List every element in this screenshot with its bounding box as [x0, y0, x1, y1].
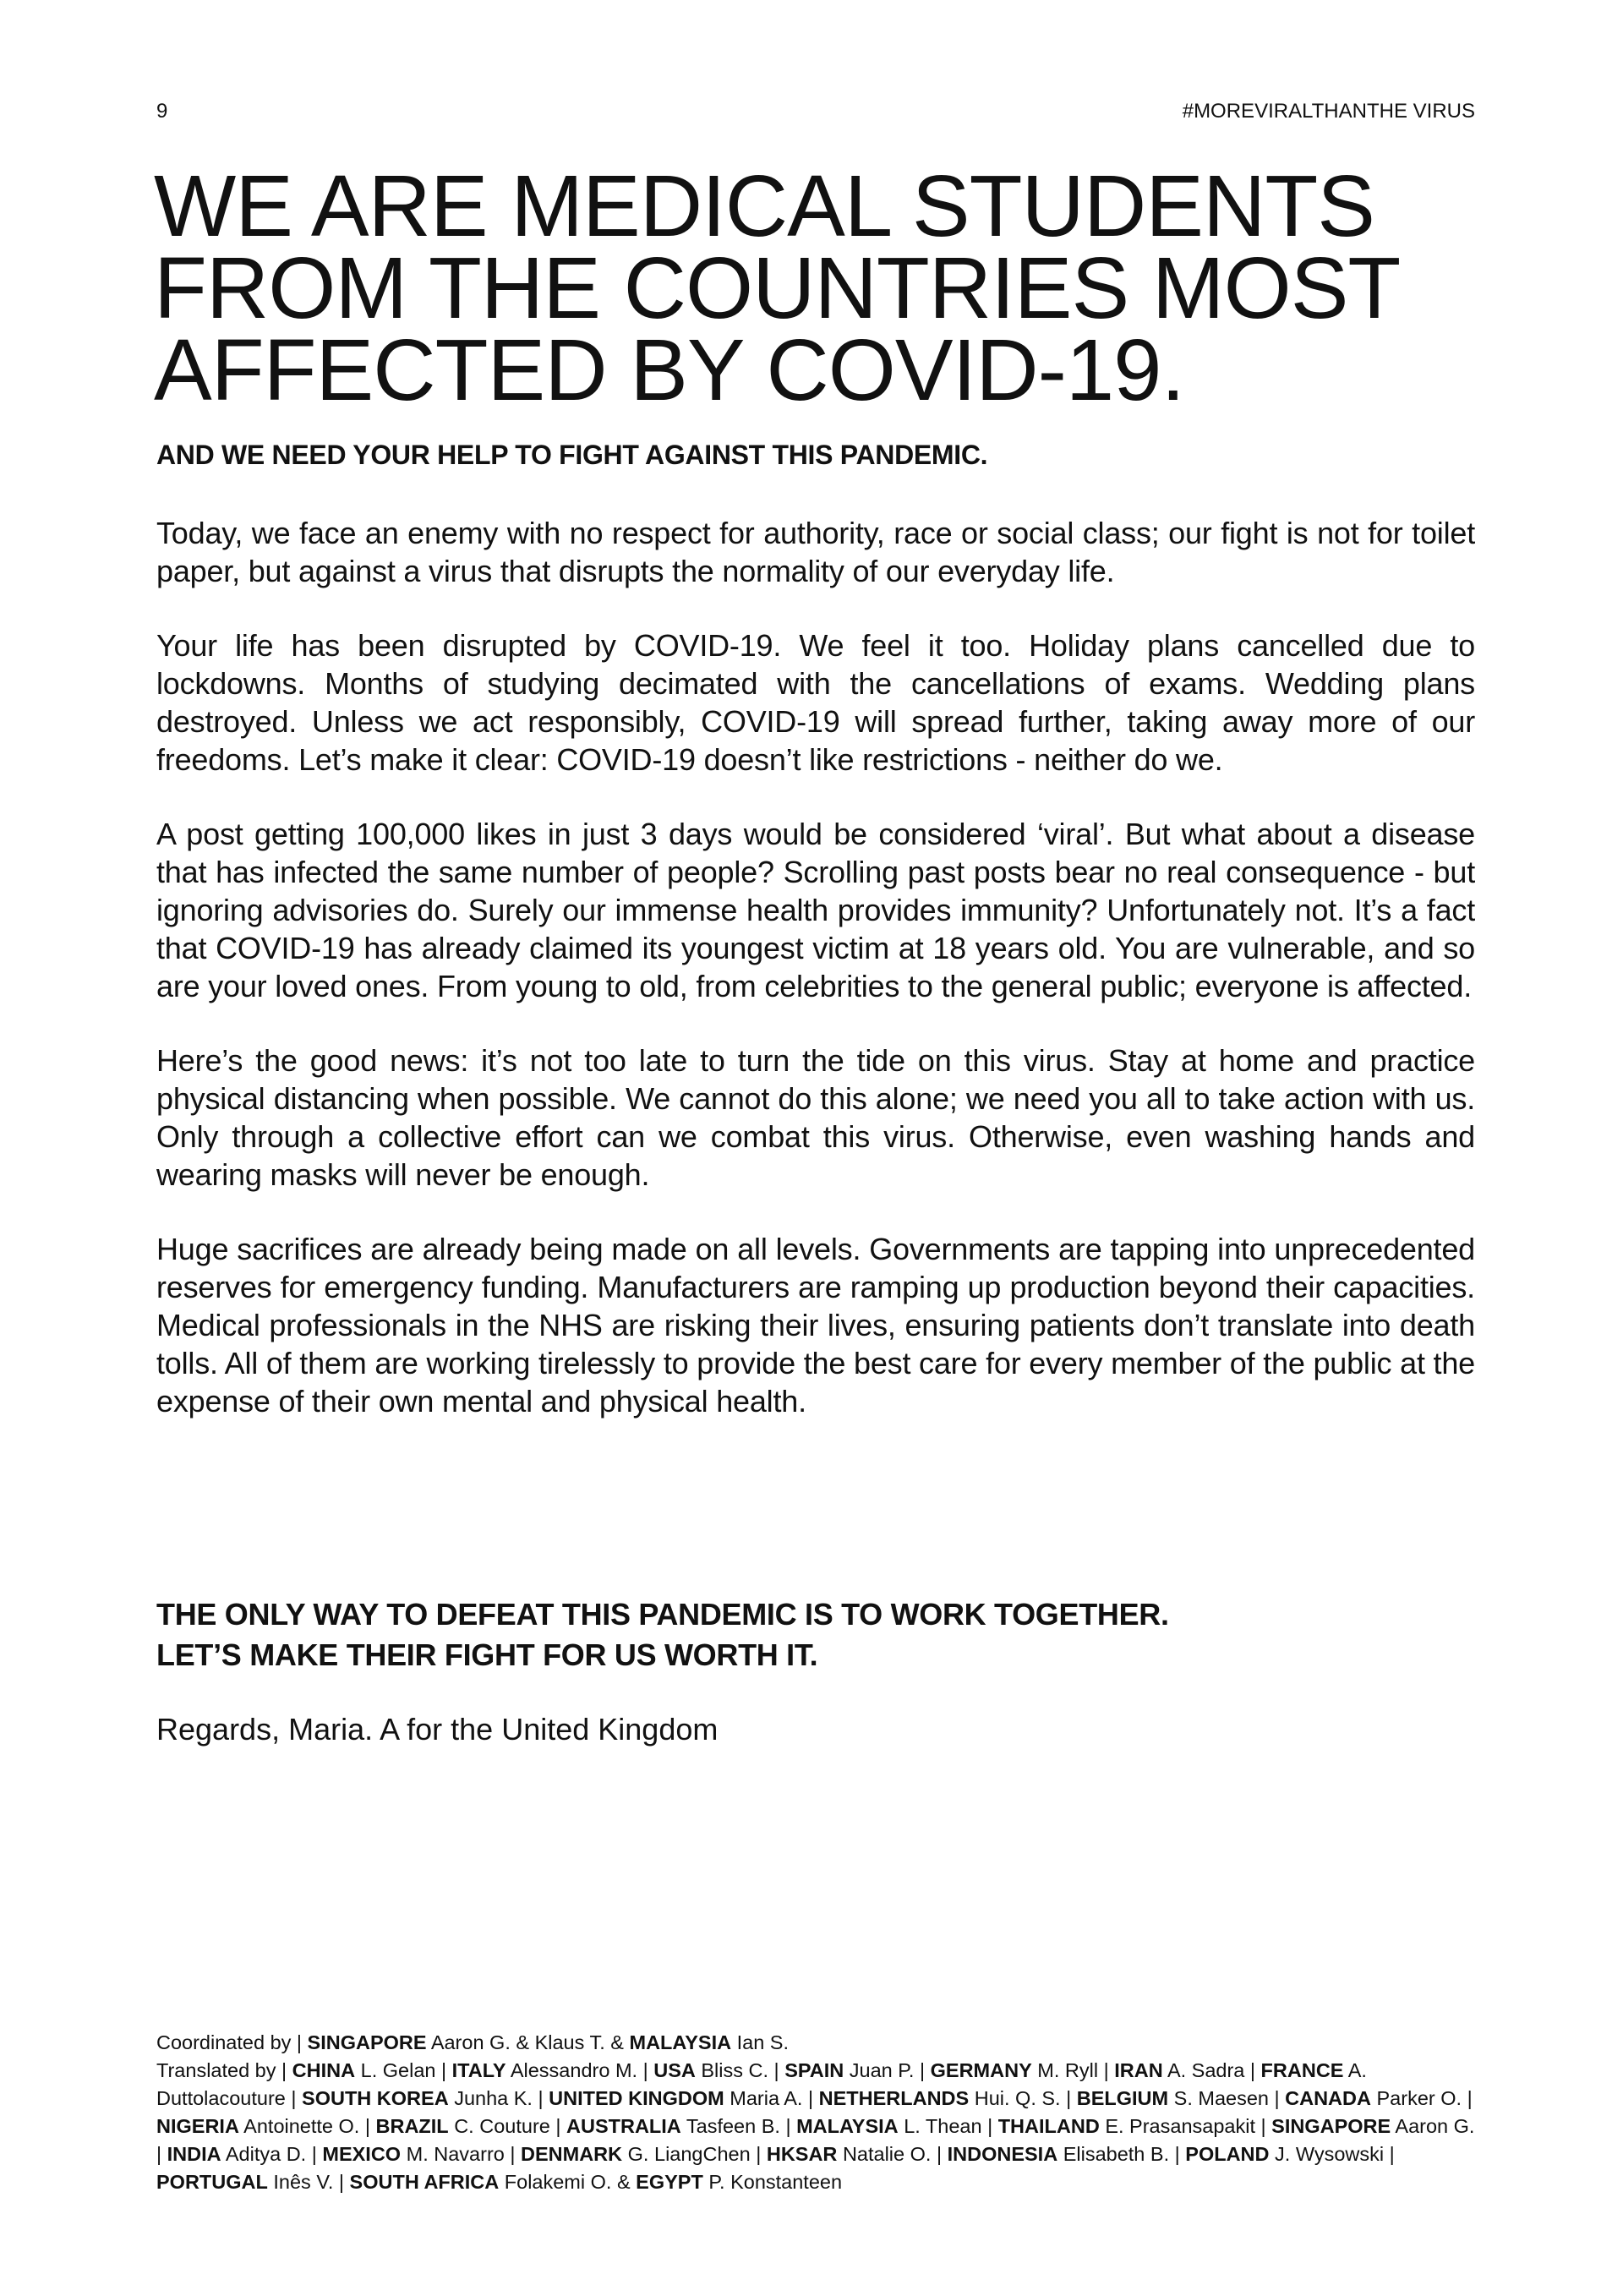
- paragraph: Huge sacrifices are already being made on all levels. Governments are tapping into unprecedented reserves for emergency funding. Manufacturers are ramping up production beyond their capacities. Medical professionals in the NHS are risking their lives, ensuring patients don’t translate into death tolls. All of them are working tirelessly to provide the best care for every member of the public at the expense of their own mental and physical health.: [156, 1232, 1475, 1419]
- credit-names: Ian S.: [736, 2031, 790, 2053]
- credit-names: Junha K. |: [454, 2087, 549, 2109]
- credit-country: AUSTRALIA: [566, 2115, 681, 2137]
- credit-country: SOUTH KOREA: [302, 2087, 449, 2109]
- credit-names: A. Duttolacouture |: [156, 2059, 1367, 2109]
- title-line: WE ARE MEDICAL STUDENTS: [154, 157, 1374, 254]
- translated-by: [156, 2059, 1474, 2193]
- credit-names: Aaron G. |: [156, 2115, 1475, 2165]
- credit-names: Aaron G. & Klaus T. &: [430, 2031, 630, 2053]
- regards-signoff: Regards, Maria. A for the United Kingdom: [156, 1712, 719, 1747]
- credit-names: Elisabeth B. |: [1063, 2143, 1186, 2165]
- closing-line: THE ONLY WAY TO DEFEAT THIS PANDEMIC IS TO WORK TOGETHER.: [156, 1597, 1169, 1632]
- paragraph: Your life has been disrupted by COVID-19. We feel it too. Holiday plans cancelled due to lockdowns. Months of studying decimated with the cancellations of exams. Wedding plans destroyed. Unless we act responsibly, COVID-19 will spread further, taking away more of our freedoms. Let’s make it clear: COVID-19 doesn’t like restrictions - neither do we.: [156, 628, 1475, 777]
- credit-country: NETHERLANDS: [818, 2087, 970, 2109]
- credit-names: E. Prasansapakit |: [1105, 2115, 1272, 2137]
- credit-names: Parker O. |: [1376, 2087, 1473, 2109]
- credit-country: INDIA: [167, 2143, 221, 2165]
- credit-country: POLAND: [1185, 2143, 1270, 2165]
- credit-names: Bliss C. |: [701, 2059, 785, 2081]
- credit-country: MALAYSIA: [796, 2115, 899, 2137]
- credit-names: S. Maesen |: [1173, 2087, 1286, 2109]
- credit-country: SOUTH AFRICA: [349, 2171, 500, 2193]
- credit-names: J. Wysowski |: [1275, 2143, 1395, 2165]
- page-title: [154, 157, 1489, 418]
- credit-country: USA: [653, 2059, 696, 2081]
- credit-names: Hui. Q. S. |: [974, 2087, 1077, 2109]
- credit-country: GERMANY: [930, 2059, 1032, 2081]
- credit-country: THAILAND: [997, 2115, 1100, 2137]
- coordinated-label: Coordinated by |: [156, 2031, 308, 2053]
- credits: [156, 2029, 1475, 2196]
- coordinated-by: [156, 2029, 1475, 2057]
- credit-country: BRAZIL: [375, 2115, 449, 2137]
- credit-country: DENMARK: [521, 2143, 623, 2165]
- credit-names: M. Navarro |: [406, 2143, 522, 2165]
- credit-country: SPAIN: [784, 2059, 844, 2081]
- credit-country: IRAN: [1114, 2059, 1163, 2081]
- hashtag: #MOREVIRALTHANTHE VIRUS: [1182, 100, 1475, 123]
- page-number: 9: [156, 100, 168, 123]
- credit-country: ITALY: [451, 2059, 506, 2081]
- credit-country: MEXICO: [322, 2143, 402, 2165]
- credit-names: Inês V. |: [273, 2171, 350, 2193]
- credit-country: INDONESIA: [947, 2143, 1058, 2165]
- credit-country: FRANCE: [1260, 2059, 1344, 2081]
- title-line: FROM THE COUNTRIES MOST: [154, 239, 1401, 336]
- credit-country: CHINA: [292, 2059, 356, 2081]
- credit-country: UNITED KINGDOM: [549, 2087, 724, 2109]
- credit-names: Alessandro M. |: [510, 2059, 654, 2081]
- translated-label: Translated by |: [156, 2059, 292, 2081]
- paragraph: A post getting 100,000 likes in just 3 days would be considered ‘viral’. But what about a disease that has infected the same number of people? Scrolling past posts bear no real consequence - but ignoring advisories do. Surely our immense health provides immunity? Unfortunately not. It’s a fact that COVID-19 has already claimed its youngest victim at 18 years old. You are vulnerable, and so are your loved ones. From young to old, from celebrities to the general public; everyone is affected.: [156, 817, 1475, 1003]
- credit-names: Juan P. |: [849, 2059, 931, 2081]
- credit-names: M. Ryll |: [1037, 2059, 1115, 2081]
- paragraph: Today, we face an enemy with no respect for authority, race or social class; our fight is not for toilet paper, but against a virus that disrupts the normality of our everyday life.: [156, 516, 1475, 588]
- credit-names: L. Thean |: [904, 2115, 998, 2137]
- credit-names: A. Sadra |: [1167, 2059, 1261, 2081]
- credit-country: SINGAPORE: [307, 2031, 427, 2053]
- credit-names: P. Konstanteen: [708, 2171, 843, 2193]
- credit-country: SINGAPORE: [1271, 2115, 1391, 2137]
- credit-names: G. LiangChen |: [627, 2143, 767, 2165]
- credit-names: L. Gelan |: [360, 2059, 452, 2081]
- closing-line: LET’S MAKE THEIR FIGHT FOR US WORTH IT.: [156, 1637, 818, 1672]
- credit-names: Antoinette O. |: [243, 2115, 376, 2137]
- credit-names: Natalie O. |: [842, 2143, 948, 2165]
- credit-names: Aditya D. |: [225, 2143, 323, 2165]
- credit-country: CANADA: [1285, 2087, 1371, 2109]
- credit-names: Folakemi O. &: [504, 2171, 637, 2193]
- credit-country: BELGIUM: [1076, 2087, 1169, 2109]
- credit-country: NIGERIA: [156, 2115, 239, 2137]
- closing-statement: [156, 1594, 1475, 1676]
- credit-country: HKSAR: [766, 2143, 838, 2165]
- credit-country: EGYPT: [636, 2171, 703, 2193]
- credit-names: Maria A. |: [730, 2087, 819, 2109]
- credit-country: MALAYSIA: [629, 2031, 732, 2053]
- title-line: AFFECTED BY COVID-19.: [154, 321, 1185, 418]
- credit-names: Tasfeen B. |: [686, 2115, 797, 2137]
- paragraph: Here’s the good news: it’s not too late to turn the tide on this virus. Stay at home and practice physical distancing when possible. We cannot do this alone; we need you all to take action with us. Only through a collective effort can we combat this virus. Otherwise, even washing hands and wearing masks will never be enough.: [156, 1043, 1475, 1192]
- letter-body: [156, 514, 1475, 1457]
- credit-names: C. Couture |: [454, 2115, 566, 2137]
- subtitle: AND WE NEED YOUR HELP TO FIGHT AGAINST THIS PANDEMIC.: [156, 440, 988, 470]
- credit-country: PORTUGAL: [156, 2171, 268, 2193]
